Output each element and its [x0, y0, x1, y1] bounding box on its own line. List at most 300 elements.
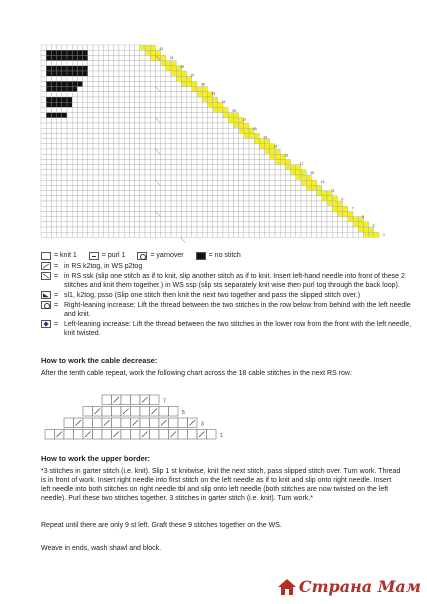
- chart-cell: [317, 201, 322, 206]
- chart-cell: [187, 180, 192, 185]
- chart-cell: [119, 180, 124, 185]
- chart-cell: [296, 201, 301, 206]
- chart-cell: [181, 201, 186, 206]
- chart-cell: [150, 165, 155, 170]
- chart-cell: [77, 107, 82, 112]
- chart-cell: [109, 50, 114, 55]
- chart-cell: [119, 227, 124, 232]
- chart-cell: [155, 206, 160, 211]
- chart-cell: [98, 76, 103, 81]
- chart-cell: [98, 55, 103, 60]
- chart-cell: [202, 107, 207, 112]
- chart-cell: [202, 144, 207, 149]
- chart-cell: [207, 165, 212, 170]
- chart-cell: [223, 191, 228, 196]
- chart-cell: [223, 217, 228, 222]
- chart-cell: [207, 175, 212, 180]
- cable-cell: [112, 418, 122, 428]
- chart-cell: [77, 139, 82, 144]
- chart-cell: [119, 61, 124, 66]
- chart-cell: [88, 133, 93, 138]
- chart-cell: [171, 217, 176, 222]
- chart-cell: [62, 133, 67, 138]
- chart-cell: [161, 191, 166, 196]
- chart-cell: [343, 227, 348, 232]
- chart-cell: [62, 217, 67, 222]
- chart-cell: [72, 133, 77, 138]
- chart-cell: [140, 206, 145, 211]
- chart-cell: [98, 45, 103, 50]
- chart-cell: [57, 144, 62, 149]
- chart-cell: [114, 211, 119, 216]
- cable-cell: [131, 395, 141, 405]
- chart-cell: [176, 149, 181, 154]
- chart-cell: [306, 232, 311, 237]
- chart-cell: [254, 206, 259, 211]
- chart-cell: [285, 185, 290, 190]
- chart-cell: [41, 222, 46, 227]
- chart-cell: [327, 222, 332, 227]
- chart-cell: [150, 118, 155, 123]
- chart-cell: [171, 81, 176, 86]
- chart-cell: [207, 128, 212, 133]
- chart-cell: [166, 133, 171, 138]
- chart-cell: [311, 206, 316, 211]
- chart-cell: [207, 180, 212, 185]
- chart-cell: [57, 217, 62, 222]
- chart-cell: [228, 118, 233, 123]
- chart-cell: [77, 102, 82, 107]
- chart-cell: [140, 55, 145, 60]
- chart-cell: [83, 118, 88, 123]
- chart-cell: [197, 206, 202, 211]
- chart-cell: [150, 185, 155, 190]
- chart-cell: [285, 232, 290, 237]
- chart-cell: [166, 81, 171, 86]
- symbol-legend: [41, 251, 413, 339]
- chart-cell: [223, 144, 228, 149]
- house-logo-icon: [277, 578, 297, 596]
- chart-cell: [161, 113, 166, 118]
- chart-cell: [280, 206, 285, 211]
- chart-cell: [119, 175, 124, 180]
- chart-cell: [83, 154, 88, 159]
- chart-cell: [77, 232, 82, 237]
- chart-cell: [119, 201, 124, 206]
- chart-cell: [327, 196, 332, 201]
- chart-cell: [98, 97, 103, 102]
- chart-cell: [176, 102, 181, 107]
- chart-cell: [124, 102, 129, 107]
- chart-cell: [93, 107, 98, 112]
- chart-cell: [150, 102, 155, 107]
- chart-cell: [223, 149, 228, 154]
- chart-cell: [223, 133, 228, 138]
- chart-cell: [259, 185, 264, 190]
- chart-cell: [77, 128, 82, 133]
- chart-cell: [291, 232, 296, 237]
- chart-cell: [275, 180, 280, 185]
- chart-cell: [109, 154, 114, 159]
- chart-cell: [124, 66, 129, 71]
- chart-cell: [202, 191, 207, 196]
- chart-cell: [129, 170, 134, 175]
- chart-cell: [176, 170, 181, 175]
- chart-cell: [83, 170, 88, 175]
- chart-cell: [259, 196, 264, 201]
- chart-cell: [181, 217, 186, 222]
- chart-cell: [124, 107, 129, 112]
- chart-cell: [119, 123, 124, 128]
- chart-cell: [213, 118, 218, 123]
- chart-cell: [275, 222, 280, 227]
- legend-nostitch: = no stitch: [196, 251, 241, 260]
- chart-cell: [93, 97, 98, 102]
- chart-cell: [218, 144, 223, 149]
- chart-cell: [88, 206, 93, 211]
- chart-cell: [51, 87, 56, 92]
- chart-cell: [62, 76, 67, 81]
- chart-cell: [239, 196, 244, 201]
- chart-cell: [109, 165, 114, 170]
- chart-cell: [145, 170, 150, 175]
- chart-cell: [83, 180, 88, 185]
- chart-cell: [166, 149, 171, 154]
- chart-cell: [155, 165, 160, 170]
- chart-cell: [187, 175, 192, 180]
- chart-cell: [239, 191, 244, 196]
- chart-cell: [109, 222, 114, 227]
- chart-cell: [233, 211, 238, 216]
- chart-cell: [244, 211, 249, 216]
- chart-cell: [249, 180, 254, 185]
- chart-cell: [77, 97, 82, 102]
- chart-cell: [93, 217, 98, 222]
- chart-cell: [150, 206, 155, 211]
- chart-cell: [213, 232, 218, 237]
- chart-cell: [265, 191, 270, 196]
- chart-cell: [98, 66, 103, 71]
- chart-cell: [343, 211, 348, 216]
- chart-cell: [291, 222, 296, 227]
- chart-cell: [150, 222, 155, 227]
- chart-cell: [239, 222, 244, 227]
- chart-cell: [88, 87, 93, 92]
- legend-ssk: = in RS ssk (slip one stitch as if to knit, slip another stitch as if to knit. Insert left-hand needle into front of these 2 stitches and knit them together.) in WS ssp (slip sts separately knit wise then purl tog through the back loop).: [41, 272, 413, 290]
- chart-cell: [322, 232, 327, 237]
- chart-cell: [62, 87, 67, 92]
- chart-cell: [166, 87, 171, 92]
- chart-cell: [46, 149, 51, 154]
- chart-cell: [77, 227, 82, 232]
- chart-cell: [306, 185, 311, 190]
- chart-cell: [67, 232, 72, 237]
- chart-cell: [291, 201, 296, 206]
- chart-cell: [83, 102, 88, 107]
- chart-cell: [88, 139, 93, 144]
- chart-cell: [181, 206, 186, 211]
- chart-cell: [67, 180, 72, 185]
- chart-cell: [140, 123, 145, 128]
- chart-cell: [181, 232, 186, 237]
- chart-cell: [202, 133, 207, 138]
- chart-cell: [275, 170, 280, 175]
- chart-cell: [88, 196, 93, 201]
- chart-cell: [233, 128, 238, 133]
- chart-cell: [161, 118, 166, 123]
- chart-cell: [119, 154, 124, 159]
- cable-cell: [159, 430, 169, 440]
- chart-cell: [275, 227, 280, 232]
- chart-cell: [72, 81, 77, 86]
- chart-cell: [254, 196, 259, 201]
- chart-cell: [67, 45, 72, 50]
- chart-cell: [161, 92, 166, 97]
- chart-row-number: 41: [169, 56, 174, 61]
- cable-cell: [112, 407, 122, 417]
- chart-cell: [296, 206, 301, 211]
- chart-cell: [57, 206, 62, 211]
- chart-cell: [197, 144, 202, 149]
- legend-k2tog: = in RS k2tog, in WS p2tog: [41, 262, 413, 271]
- chart-cell: [280, 175, 285, 180]
- chart-cell: [145, 92, 150, 97]
- chart-cell: [88, 185, 93, 190]
- chart-cell: [72, 123, 77, 128]
- chart-cell: [311, 201, 316, 206]
- chart-cell: [161, 97, 166, 102]
- chart-cell: [150, 97, 155, 102]
- chart-cell: [67, 55, 72, 60]
- chart-cell: [244, 232, 249, 237]
- chart-cell: [327, 217, 332, 222]
- chart-cell: [311, 196, 316, 201]
- chart-cell: [228, 180, 233, 185]
- chart-cell: [285, 180, 290, 185]
- chart-cell: [249, 154, 254, 159]
- chart-cell: [114, 66, 119, 71]
- chart-cell: [51, 170, 56, 175]
- chart-cell: [166, 154, 171, 159]
- chart-cell: [358, 232, 363, 237]
- chart-cell: [161, 222, 166, 227]
- chart-cell: [254, 227, 259, 232]
- chart-cell: [244, 149, 249, 154]
- chart-cell: [249, 165, 254, 170]
- chart-cell: [83, 50, 88, 55]
- chart-cell: [306, 217, 311, 222]
- chart-cell: [270, 217, 275, 222]
- chart-cell: [140, 133, 145, 138]
- chart-cell: [181, 87, 186, 92]
- chart-cell: [83, 159, 88, 164]
- chart-cell: [41, 61, 46, 66]
- chart-cell: [155, 66, 160, 71]
- chart-cell: [213, 217, 218, 222]
- chart-cell: [129, 175, 134, 180]
- chart-cell: [228, 175, 233, 180]
- chart-cell: [280, 170, 285, 175]
- chart-row-number: 39: [180, 64, 184, 69]
- chart-cell: [311, 191, 316, 196]
- chart-cell: [57, 55, 62, 60]
- chart-cell: [187, 232, 192, 237]
- chart-cell: [140, 87, 145, 92]
- chart-cell: [119, 196, 124, 201]
- chart-cell: [306, 175, 311, 180]
- chart-cell: [197, 170, 202, 175]
- chart-cell: [161, 175, 166, 180]
- chart-cell: [244, 159, 249, 164]
- chart-cell: [129, 45, 134, 50]
- chart-cell: [228, 165, 233, 170]
- chart-cell: [275, 196, 280, 201]
- chart-cell: [166, 76, 171, 81]
- chart-cell: [114, 92, 119, 97]
- chart-row-number: 25: [253, 126, 257, 131]
- chart-cell: [207, 154, 212, 159]
- chart-cell: [124, 76, 129, 81]
- chart-cell: [155, 92, 160, 97]
- chart-cell: [129, 201, 134, 206]
- chart-cell: [218, 175, 223, 180]
- chart-cell: [57, 61, 62, 66]
- chart-cell: [46, 133, 51, 138]
- chart-cell: [72, 232, 77, 237]
- chart-cell: [135, 144, 140, 149]
- chart-cell: [62, 45, 67, 50]
- chart-cell: [213, 227, 218, 232]
- chart-cell: [207, 211, 212, 216]
- chart-cell: [254, 191, 259, 196]
- chart-cell: [332, 211, 337, 216]
- chart-cell: [51, 128, 56, 133]
- chart-cell: [103, 217, 108, 222]
- chart-cell: [119, 76, 124, 81]
- chart-cell: [207, 113, 212, 118]
- chart-cell: [46, 159, 51, 164]
- chart-cell: [181, 159, 186, 164]
- chart-cell: [46, 154, 51, 159]
- chart-cell: [103, 139, 108, 144]
- chart-cell: [187, 191, 192, 196]
- cable-cell: [102, 407, 112, 417]
- chart-cell: [51, 118, 56, 123]
- chart-cell: [62, 154, 67, 159]
- chart-cell: [233, 227, 238, 232]
- chart-cell: [296, 196, 301, 201]
- chart-cell: [171, 97, 176, 102]
- chart-cell: [150, 144, 155, 149]
- chart-cell: [187, 159, 192, 164]
- chart-cell: [197, 102, 202, 107]
- chart-cell: [41, 217, 46, 222]
- chart-cell: [119, 149, 124, 154]
- chart-cell: [83, 61, 88, 66]
- chart-cell: [145, 66, 150, 71]
- chart-cell: [41, 185, 46, 190]
- chart-cell: [171, 133, 176, 138]
- chart-cell: [207, 149, 212, 154]
- chart-cell: [98, 123, 103, 128]
- chart-cell: [192, 232, 197, 237]
- chart-cell: [213, 154, 218, 159]
- chart-cell: [114, 206, 119, 211]
- right-leaning-increase-icon: [41, 301, 51, 309]
- chart-cell: [254, 211, 259, 216]
- chart-cell: [150, 159, 155, 164]
- chart-cell: [155, 61, 160, 66]
- chart-cell: [135, 139, 140, 144]
- chart-cell: [171, 149, 176, 154]
- chart-cell: [233, 139, 238, 144]
- chart-cell: [187, 149, 192, 154]
- chart-cell: [114, 149, 119, 154]
- chart-cell: [155, 139, 160, 144]
- chart-cell: [155, 191, 160, 196]
- chart-cell: [114, 222, 119, 227]
- chart-cell: [72, 55, 77, 60]
- chart-cell: [171, 113, 176, 118]
- chart-cell: [233, 232, 238, 237]
- chart-cell: [155, 97, 160, 102]
- chart-cell: [181, 191, 186, 196]
- chart-cell: [41, 139, 46, 144]
- chart-cell: [93, 165, 98, 170]
- chart-cell: [51, 66, 56, 71]
- chart-cell: [57, 66, 62, 71]
- chart-cell: [270, 222, 275, 227]
- chart-cell: [301, 206, 306, 211]
- chart-cell: [171, 107, 176, 112]
- chart-cell: [67, 61, 72, 66]
- chart-cell: [119, 165, 124, 170]
- chart-cell: [114, 159, 119, 164]
- chart-cell: [46, 113, 51, 118]
- chart-cell: [124, 165, 129, 170]
- chart-cell: [57, 97, 62, 102]
- chart-cell: [88, 92, 93, 97]
- chart-cell: [213, 159, 218, 164]
- chart-cell: [218, 139, 223, 144]
- chart-cell: [202, 165, 207, 170]
- chart-cell: [223, 201, 228, 206]
- chart-cell: [259, 191, 264, 196]
- chart-cell: [135, 102, 140, 107]
- chart-cell: [348, 227, 353, 232]
- chart-cell: [62, 102, 67, 107]
- chart-cell: [223, 196, 228, 201]
- chart-cell: [197, 92, 202, 97]
- chart-cell: [155, 159, 160, 164]
- chart-cell: [83, 97, 88, 102]
- chart-cell: [51, 61, 56, 66]
- chart-cell: [103, 232, 108, 237]
- chart-cell: [109, 66, 114, 71]
- chart-cell: [77, 76, 82, 81]
- chart-cell: [239, 175, 244, 180]
- chart-row-number: 3: [372, 224, 375, 228]
- legend-knit: = knit 1: [41, 251, 77, 260]
- chart-cell: [285, 165, 290, 170]
- chart-cell: [244, 185, 249, 190]
- chart-cell: [207, 191, 212, 196]
- chart-cell: [129, 227, 134, 232]
- chart-cell: [67, 159, 72, 164]
- chart-cell: [317, 227, 322, 232]
- chart-cell: [83, 191, 88, 196]
- chart-cell: [98, 201, 103, 206]
